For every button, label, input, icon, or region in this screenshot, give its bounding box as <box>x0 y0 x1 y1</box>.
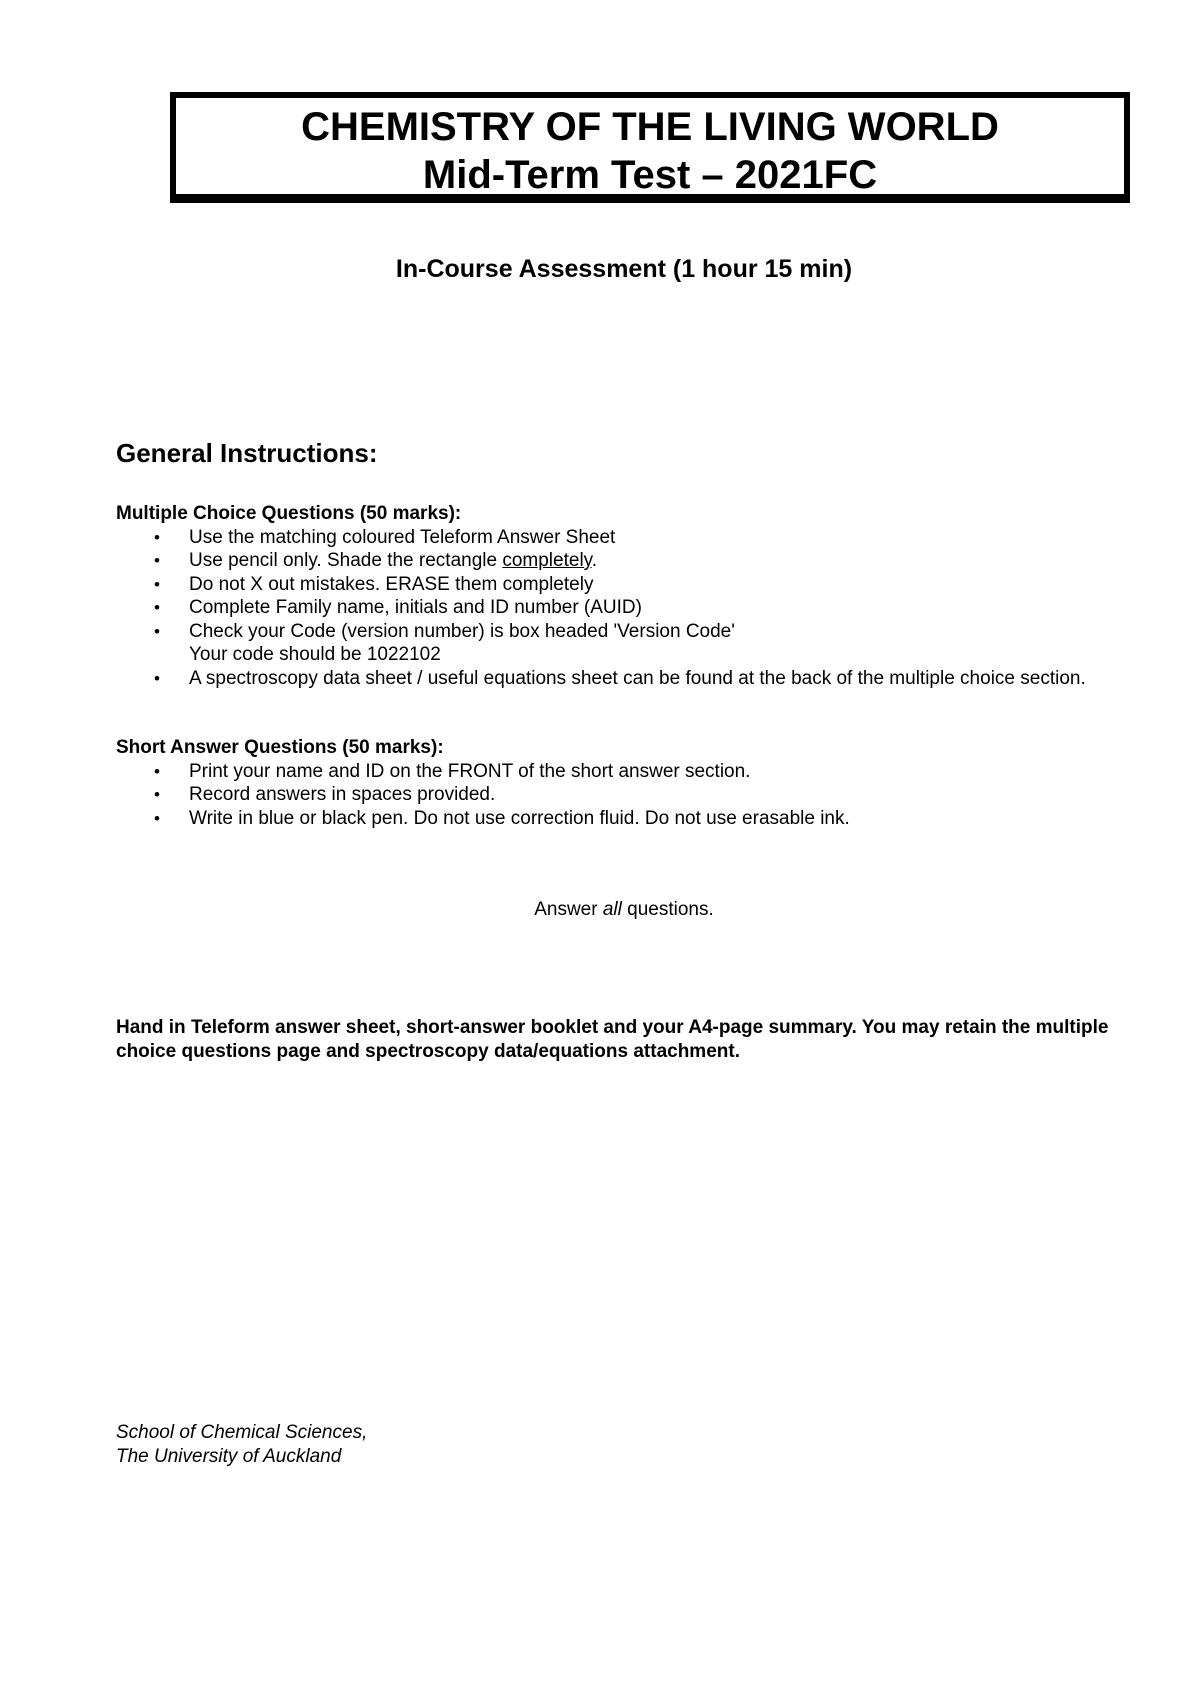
bullet-icon: • <box>154 598 160 617</box>
bullet-icon: • <box>154 574 160 594</box>
list-item-text: Complete Family name, initials and ID number (AUID) <box>189 597 642 618</box>
list-item <box>116 667 1096 691</box>
hand-in-instructions: Hand in Teleform answer sheet, short-answer booklet and your A4-page summary. You may retain the multiple choice questions page and spectroscopy data/equations attachment. <box>116 1017 1109 1062</box>
saq-list <box>116 760 1096 831</box>
list-item <box>116 807 1096 831</box>
list-item-text: Write in blue or black pen. Do not use correction fluid. Do not use erasable ink. <box>189 807 850 829</box>
list-item <box>116 596 1096 620</box>
assessment-duration: In-Course Assessment (1 hour 15 min) <box>395 255 853 283</box>
bullet-icon: • <box>154 621 160 641</box>
list-item <box>116 573 1096 597</box>
answer-all-pre: Answer <box>534 899 603 920</box>
bullet-icon: • <box>154 668 160 688</box>
document-subtitle-test: Mid-Term Test – 2021FC <box>422 153 878 197</box>
footer-university: The University of Auckland <box>116 1445 342 1467</box>
list-item <box>116 526 1096 550</box>
saq-title: Short Answer Questions (50 marks): <box>116 737 444 758</box>
general-instructions-heading: General Instructions: <box>116 438 378 468</box>
mcq-section <box>116 502 1096 690</box>
list-item-text: Print your name and ID on the FRONT of the short answer section. <box>189 760 751 782</box>
list-item-text: A spectroscopy data sheet / useful equations sheet can be found at the back of the multiple choice section. <box>189 667 1086 689</box>
mcq-list <box>116 526 1096 691</box>
list-item <box>116 783 1096 807</box>
bullet-icon: • <box>154 785 160 804</box>
saq-section <box>116 736 1096 830</box>
list-item <box>116 760 1096 784</box>
list-item-text: Check your Code (version number) is box headed 'Version Code' <box>189 620 735 642</box>
footer-institution <box>116 1421 367 1468</box>
title-box <box>170 92 1130 200</box>
list-item <box>116 549 1096 573</box>
answer-all-post: questions. <box>621 899 714 920</box>
mcq-title: Multiple Choice Questions (50 marks): <box>116 503 462 524</box>
bullet-icon: • <box>154 761 160 781</box>
bullet-icon: • <box>154 527 160 547</box>
bullet-icon: • <box>154 551 160 570</box>
list-item <box>116 620 1096 667</box>
list-item-text-end: . <box>591 550 598 571</box>
footer-school: School of Chemical Sciences, <box>116 1422 368 1443</box>
answer-all-note <box>0 899 1200 921</box>
document-title: CHEMISTRY OF THE LIVING WORLD <box>301 105 999 149</box>
list-item-text: Use pencil only. Shade the rectangle <box>189 550 503 571</box>
answer-all-emphasis: all <box>602 899 622 920</box>
bullet-icon: • <box>154 808 160 828</box>
list-item-text: Record answers in spaces provided. <box>189 784 496 805</box>
version-code-text: Your code should be 1022102 <box>189 644 441 665</box>
underlined-word: completely <box>502 550 592 571</box>
list-item-text: Do not X out mistakes. ERASE them completely <box>189 573 594 595</box>
list-item-text: Use the matching coloured Teleform Answer Sheet <box>189 526 616 548</box>
